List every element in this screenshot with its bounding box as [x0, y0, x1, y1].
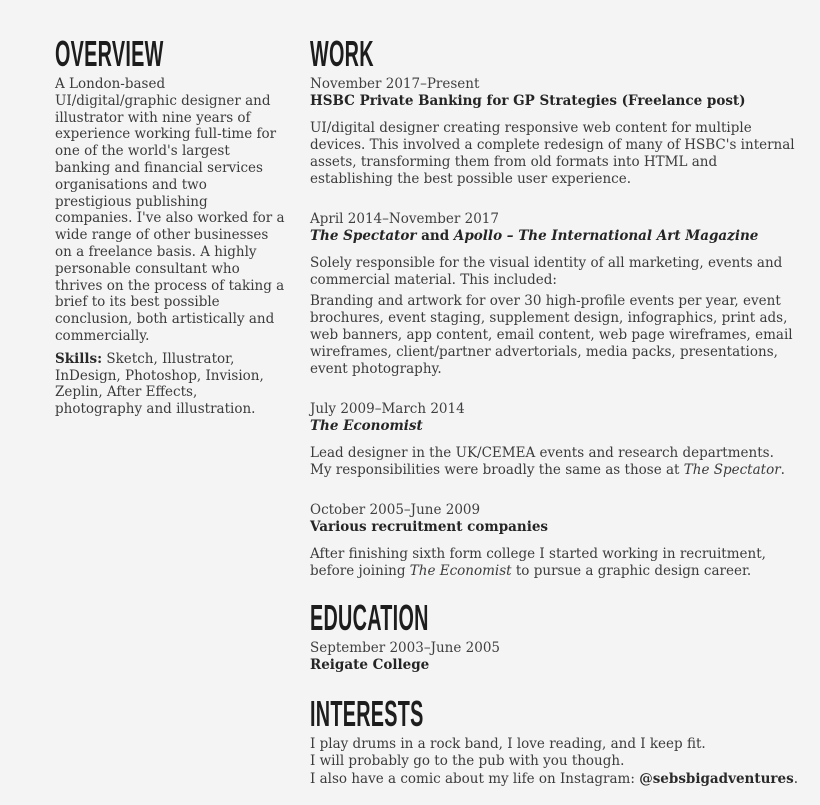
job-dates: April 2014–November 2017: [310, 211, 499, 227]
skills-paragraph: [55, 351, 287, 418]
overview-body: A London-based UI/digital/graphic designer and illustrator with nine years of experience working full-time for one of the world's largest banking and financial services organisations and two prestigious publishing companies. I've also worked for a wide range of other businesses on a freelance basis. A highly personable consultant who thrives on the process of taking a brief to its best possible conclusion, both artistically and commercially.: [55, 76, 285, 344]
job-title-italic: The Spectator: [310, 228, 417, 244]
publication-name: The Spectator: [683, 462, 781, 478]
work-section: [310, 33, 800, 580]
job-entry-spectator: [310, 211, 800, 378]
job-description: Branding and artwork for over 30 high-profile events per year, event brochures, event staging, supplement design, infographics, print ads, web banners, app content, email content, web page wireframes, email wireframes, client/partner advertorials, media packs, presentations, event photography.: [310, 293, 793, 377]
job-dates: November 2017–Present: [310, 76, 480, 92]
job-description-line: After finishing sixth form college I started working in recruitment,: [310, 546, 766, 562]
job-title: Various recruitment companies: [310, 519, 549, 535]
publication-name: The Economist: [409, 563, 512, 579]
education-dates: September 2003–June 2005: [310, 640, 501, 656]
interests-line: I play drums in a rock band, I love reading, and I keep fit.: [310, 736, 706, 752]
job-entry-hsbc: [310, 76, 800, 188]
job-dates: July 2009–March 2014: [310, 401, 465, 417]
job-title: [310, 228, 800, 245]
interests-line-text: I also have a comic about my life on Instagram:: [310, 770, 640, 787]
job-title: The Economist: [310, 418, 423, 434]
skills-label: Skills:: [55, 350, 103, 367]
education-heading: EDUCATION: [310, 597, 429, 638]
job-dates: October 2005–June 2009: [310, 502, 481, 518]
interests-section: [310, 693, 800, 788]
job-title: HSBC Private Banking for GP Strategies (Freelance post): [310, 93, 746, 109]
interests-line-text: .: [793, 770, 799, 787]
job-title-plain: and: [416, 228, 454, 244]
education-entry: [310, 640, 800, 674]
education-section: [310, 597, 800, 674]
job-description-line: .: [780, 462, 785, 478]
job-description: [310, 546, 800, 580]
job-title-italic: Apollo – The International Art Magazine: [453, 228, 759, 244]
interests-heading: INTERESTS: [310, 693, 424, 734]
work-heading: WORK: [310, 33, 374, 74]
job-description-line: to pursue a graphic design career.: [511, 563, 752, 579]
skills-text: Sketch, Illustrator, InDesign, Photoshop, Invision, Zeplin, After Effects, photography and illustration.: [55, 350, 264, 418]
education-school: Reigate College: [310, 657, 430, 673]
job-description-line: Lead designer in the UK/CEMEA events and research departments.: [310, 445, 774, 461]
job-description: Solely responsible for the visual identity of all marketing, events and commercial material. This included:: [310, 255, 783, 288]
job-entry-recruitment: [310, 502, 800, 580]
overview-heading: OVERVIEW: [55, 33, 164, 74]
instagram-handle: @sebsbigadventures: [639, 770, 794, 787]
job-description: [310, 445, 800, 479]
overview-section: [55, 33, 287, 418]
interests-line: [310, 771, 800, 788]
main-column: [310, 33, 800, 788]
interests-line: I will probably go to the pub with you though.: [310, 753, 625, 770]
job-description: UI/digital designer creating responsive web content for multiple devices. This involved a complete redesign of many of HSBC's internal assets, transforming them from old formats into HTML and establishing the best possible user experience.: [310, 120, 795, 187]
job-description-line: before joining: [310, 563, 410, 579]
job-description-line: My responsibilities were broadly the same as those at: [310, 462, 684, 478]
job-entry-economist: [310, 401, 800, 479]
